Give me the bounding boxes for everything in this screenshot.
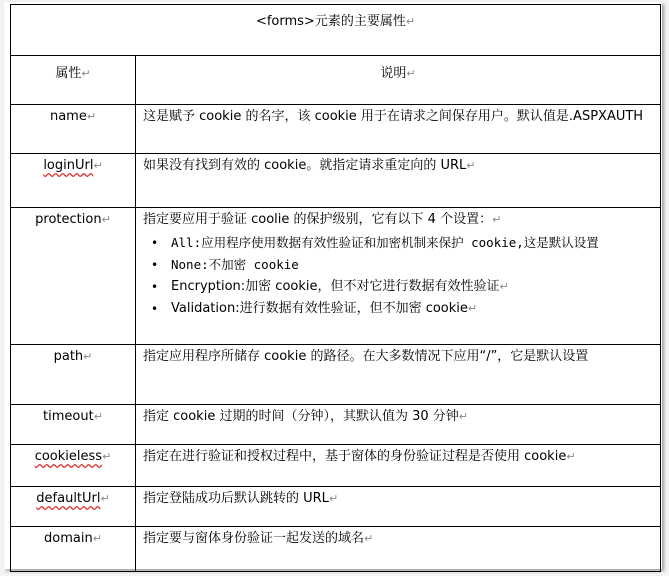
attr-desc: 如果没有找到有效的 cookie。就指定请求重定向的 URL — [143, 158, 467, 173]
attr-name: path — [53, 349, 84, 364]
paragraph-mark: ↵ — [328, 492, 339, 505]
attr-desc-cell — [136, 527, 661, 572]
attr-name-cell — [11, 208, 136, 345]
attr-name: loginUrl — [43, 158, 94, 173]
table-row — [11, 105, 661, 154]
list-item-text: Encryption:加密 cookie，但不对它进行数据有效性验证 — [171, 279, 500, 294]
attr-desc: 指定要应用于验证 coolie 的保护级别，它有以下 4 个设置： — [143, 212, 493, 227]
table-row — [11, 527, 661, 572]
list-item-text: None:不加密 cookie — [171, 257, 299, 272]
attr-name-cell — [11, 105, 136, 154]
protection-options-list — [143, 232, 656, 320]
paragraph-mark: ↵ — [81, 67, 91, 80]
paragraph-mark: ↵ — [102, 450, 112, 463]
forms-attributes-table — [10, 4, 661, 572]
paragraph-mark: ↵ — [86, 110, 97, 123]
attr-name-cell — [11, 405, 136, 445]
paragraph-mark: ↵ — [467, 302, 478, 315]
attr-desc-cell — [136, 345, 661, 405]
attr-desc: 这是赋予 cookie 的名字，该 cookie 用于在请求之间保存用户。默认值是.ASPXAUTH — [143, 109, 644, 124]
paragraph-mark: ↵ — [92, 532, 102, 545]
attr-desc: 指定在进行验证和授权过程中，基于窗体的身份验证过程是否使用 cookie — [143, 449, 567, 464]
list-item-text: Validation:进行数据有效性验证，但不加密 cookie — [171, 301, 468, 316]
table-title-cell — [11, 5, 661, 56]
paragraph-mark: ↵ — [83, 350, 93, 363]
attr-desc-cell — [136, 445, 661, 487]
attr-desc-cell — [136, 487, 661, 527]
list-item — [171, 276, 656, 298]
attr-name-cell — [11, 154, 136, 208]
table-row — [11, 154, 661, 208]
attr-name: cookieless — [34, 449, 103, 464]
table-row — [11, 445, 661, 487]
attr-name: defaultUrl — [36, 491, 101, 506]
attr-name: name — [49, 109, 87, 124]
paragraph-mark: ↵ — [566, 450, 576, 463]
document-page — [4, 2, 662, 569]
header-desc-cell — [136, 56, 661, 105]
attr-desc-cell — [136, 105, 661, 154]
attr-desc: 指定应用程序所储存 cookie 的路径。在大多数情况下应用“/”，它是默认设置 — [143, 349, 589, 364]
attr-name: domain — [44, 531, 93, 546]
list-item-text: All:应用程序使用数据有效性验证和加密机制来保护 cookie,这是默认设置 — [171, 235, 599, 250]
table-header-row — [11, 56, 661, 105]
attr-desc: 指定 cookie 过期的时间（分钟），其默认值为 30 分钟 — [143, 409, 459, 424]
attr-name-cell — [11, 527, 136, 572]
attr-name: protection — [35, 212, 102, 227]
paragraph-mark: ↵ — [492, 213, 502, 226]
attr-desc-cell — [136, 154, 661, 208]
list-item — [171, 254, 656, 276]
header-attr-cell — [11, 56, 136, 105]
header-attr: 属性 — [55, 66, 82, 81]
paragraph-mark: ↵ — [101, 213, 111, 226]
table-row — [11, 487, 661, 527]
table-row — [11, 208, 661, 345]
paragraph-mark: ↵ — [364, 532, 374, 545]
table-title: <forms>元素的主要属性 — [255, 14, 406, 29]
paragraph-mark: ↵ — [466, 159, 476, 172]
list-item — [171, 232, 656, 254]
attr-desc: 指定要与窗体身份验证一起发送的域名 — [143, 531, 365, 546]
paragraph-mark: ↵ — [499, 280, 509, 293]
table-title-row — [11, 5, 661, 56]
paragraph-mark: ↵ — [93, 410, 103, 423]
attr-name-cell — [11, 445, 136, 487]
attr-desc-cell — [136, 208, 661, 345]
attr-desc-cell — [136, 405, 661, 445]
paragraph-mark: ↵ — [458, 410, 468, 423]
attr-name-cell — [11, 345, 136, 405]
paragraph-mark: ↵ — [406, 67, 416, 80]
header-desc: 说明 — [380, 66, 407, 81]
attr-desc: 指定登陆成功后默认跳转的 URL — [143, 491, 329, 506]
paragraph-mark: ↵ — [405, 15, 416, 28]
list-item — [171, 298, 656, 320]
attr-name: timeout — [43, 409, 94, 424]
table-row — [11, 405, 661, 445]
paragraph-mark: ↵ — [93, 159, 103, 172]
attr-name-cell — [11, 487, 136, 527]
paragraph-mark: ↵ — [100, 492, 110, 505]
table-row — [11, 345, 661, 405]
